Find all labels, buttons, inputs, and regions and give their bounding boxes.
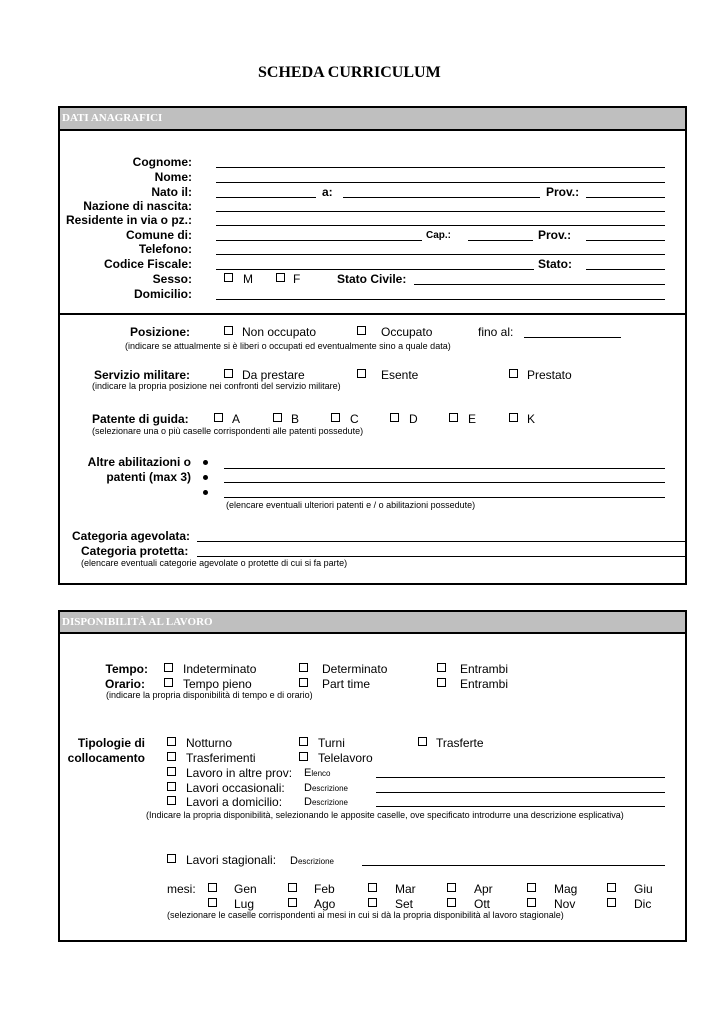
month-giu: Giu [634, 882, 653, 896]
categoria-note: (elencare eventuali categorie agevolate o protette di cui si fa parte) [81, 558, 348, 568]
checkbox-ago[interactable] [288, 898, 297, 907]
nome-field[interactable] [216, 182, 665, 183]
month-set: Set [395, 897, 414, 911]
abilitazioni-label-1: Altre abilitazioni o [87, 455, 191, 469]
descrizione-hint: Descrizione [290, 855, 334, 867]
prov2-field[interactable] [586, 240, 665, 241]
stato-field[interactable] [586, 269, 665, 270]
checkbox-prestato[interactable] [509, 369, 518, 378]
patente-note: (selezionare una o più caselle corrispondenti alle patenti possedute) [92, 426, 364, 436]
patente-b-label: B [291, 412, 300, 426]
notturno-label: Notturno [186, 736, 233, 750]
nato-il-field[interactable] [216, 197, 316, 198]
tipologie-note: (Indicare la propria disponibilità, selezionando le apposite caselle, ove specificato introdurre una descrizione esplicativa) [146, 810, 624, 820]
cognome-label: Cognome: [132, 155, 192, 169]
month-ott: Ott [474, 897, 491, 911]
checkbox-esente[interactable] [357, 369, 366, 378]
luogo-label: a: [322, 185, 333, 199]
checkbox-patente-a[interactable] [214, 413, 223, 422]
nazione-field[interactable] [216, 211, 665, 212]
mesi-label: mesi: [167, 882, 196, 896]
stagionali-field[interactable] [362, 865, 665, 866]
stato-label: Stato: [538, 257, 572, 271]
servizio-label: Servizio militare: [94, 368, 191, 382]
luogo-field[interactable] [343, 197, 540, 198]
altre-prov-label: Lavoro in altre prov: [186, 766, 293, 780]
telefono-label: Telefono: [138, 242, 192, 256]
checkbox-nov[interactable] [527, 898, 536, 907]
fino-al-label: fino al: [478, 325, 514, 339]
patente-e-label: E [468, 412, 477, 426]
checkbox-patente-b[interactable] [273, 413, 282, 422]
trasferimenti-label: Trasferimenti [186, 751, 256, 765]
orario-label: Orario: [104, 677, 145, 691]
abilitazione-field-2[interactable] [224, 482, 665, 483]
occasionali-label: Lavori occasionali: [186, 781, 285, 795]
orario-note: (indicare la propria disponibilità di tempo e di orario) [106, 690, 313, 700]
patente-k-label: K [527, 412, 536, 426]
descrizione-hint: Descrizione [304, 782, 348, 794]
checkbox-altre-prov[interactable] [167, 767, 176, 776]
month-feb: Feb [314, 882, 335, 896]
tempo-entrambi-label: Entrambi [460, 662, 509, 676]
prov-field[interactable] [586, 197, 665, 198]
checkbox-lug[interactable] [208, 898, 217, 907]
telefono-field[interactable] [216, 254, 665, 255]
tipologie-label-2: collocamento [67, 751, 145, 765]
checkbox-part-time[interactable] [299, 678, 308, 687]
categoria-protetta-field[interactable] [197, 556, 685, 557]
residente-label: Residente in via o pz.: [65, 213, 192, 227]
nome-label: Nome: [154, 170, 192, 184]
page-title: SCHEDA CURRICULUM [258, 64, 441, 81]
categoria-agevolata-label: Categoria agevolata: [72, 529, 191, 543]
categoria-protetta-label: Categoria protetta: [81, 544, 189, 558]
occasionali-field[interactable] [376, 792, 665, 793]
codice-fiscale-field[interactable] [216, 269, 534, 270]
section-header-anagrafici: DATI ANAGRAFICI [60, 108, 685, 131]
nato-il-label: Nato il: [151, 185, 192, 199]
residente-field[interactable] [216, 225, 665, 226]
month-gen: Gen [234, 882, 257, 896]
checkbox-notturno[interactable] [167, 737, 176, 746]
part-time-label: Part time [322, 677, 371, 691]
checkbox-occupato[interactable] [357, 326, 366, 335]
abilitazioni-label-2: patenti (max 3) [106, 470, 191, 484]
month-dic: Dic [634, 897, 652, 911]
comune-label: Comune di: [126, 228, 192, 242]
stato-civile-label: Stato Civile: [337, 272, 407, 286]
checkbox-patente-e[interactable] [449, 413, 458, 422]
stagionali-label: Lavori stagionali: [186, 853, 277, 867]
month-mar: Mar [395, 882, 416, 896]
checkbox-feb[interactable] [288, 883, 297, 892]
altre-prov-field[interactable] [376, 777, 665, 778]
servizio-note: (indicare la propria posizione nei confronti del servizio militare) [92, 381, 341, 391]
descrizione-hint: Descrizione [304, 796, 348, 808]
checkbox-tempo-entrambi[interactable] [437, 663, 446, 672]
bullet-icon [203, 460, 208, 465]
turni-label: Turni [318, 736, 345, 750]
prestato-label: Prestato [527, 368, 572, 382]
nazione-label: Nazione di nascita: [83, 199, 192, 213]
checkbox-non-occupato[interactable] [224, 326, 233, 335]
domicilio-lavoro-label: Lavori a domicilio: [186, 795, 283, 809]
checkbox-patente-d[interactable] [390, 413, 399, 422]
elenco-hint: Elenco [304, 767, 331, 779]
bullet-icon [203, 475, 208, 480]
patente-label: Patente di guida: [92, 412, 189, 426]
checkbox-gen[interactable] [208, 883, 217, 892]
checkbox-determinato[interactable] [299, 663, 308, 672]
non-occupato-label: Non occupato [242, 325, 317, 339]
bullet-icon [203, 490, 208, 495]
checkbox-trasferte[interactable] [418, 737, 427, 746]
domicilio-lavoro-field[interactable] [376, 806, 665, 807]
determinato-label: Determinato [322, 662, 388, 676]
checkbox-indeterminato[interactable] [164, 663, 173, 672]
stato-civile-field[interactable] [414, 284, 665, 285]
checkbox-mar[interactable] [368, 883, 377, 892]
codice-fiscale-label: Codice Fiscale: [103, 257, 192, 271]
cap-field[interactable] [468, 240, 533, 241]
checkbox-turni[interactable] [299, 737, 308, 746]
checkbox-set[interactable] [368, 898, 377, 907]
posizione-label: Posizione: [130, 325, 191, 339]
tempo-pieno-label: Tempo pieno [183, 677, 252, 691]
month-ago: Ago [314, 897, 336, 911]
da-prestare-label: Da prestare [242, 368, 305, 382]
orario-entrambi-label: Entrambi [460, 677, 509, 691]
patente-a-label: A [232, 412, 241, 426]
checkbox-patente-k[interactable] [509, 413, 518, 422]
abilitazione-field-1[interactable] [224, 468, 665, 469]
checkbox-occasionali[interactable] [167, 782, 176, 791]
section-header-disponibilita: DISPONIBILITÀ AL LAVORO [60, 612, 685, 634]
domicilio-field[interactable] [216, 299, 665, 300]
checkbox-trasferimenti[interactable] [167, 752, 176, 761]
tipologie-label-1: Tipologie di [77, 736, 145, 750]
cap-label: Cap.: [426, 230, 451, 241]
checkbox-f[interactable] [276, 273, 285, 282]
occupato-label: Occupato [381, 325, 433, 339]
prov-label: Prov.: [546, 185, 580, 199]
checkbox-orario-entrambi[interactable] [437, 678, 446, 687]
month-nov: Nov [554, 897, 576, 911]
checkbox-dic[interactable] [607, 898, 616, 907]
checkbox-domicilio[interactable] [167, 796, 176, 805]
checkbox-ott[interactable] [447, 898, 456, 907]
indeterminato-label: Indeterminato [183, 662, 257, 676]
month-apr: Apr [474, 882, 493, 896]
month-lug: Lug [234, 897, 255, 911]
checkbox-giu[interactable] [607, 883, 616, 892]
abilitazioni-note: (elencare eventuali ulteriori patenti e / o abilitazioni possedute) [226, 500, 476, 510]
month-mag: Mag [554, 882, 578, 896]
checkbox-patente-c[interactable] [331, 413, 340, 422]
checkbox-da-prestare[interactable] [224, 369, 233, 378]
checkbox-telelavoro[interactable] [299, 752, 308, 761]
checkbox-tempo-pieno[interactable] [164, 678, 173, 687]
disponibilita-frame [58, 610, 687, 942]
checkbox-mag[interactable] [527, 883, 536, 892]
fino-al-field[interactable] [524, 337, 621, 338]
sesso-label: Sesso: [152, 272, 192, 286]
trasferte-label: Trasferte [436, 736, 484, 750]
categoria-agevolata-field[interactable] [197, 541, 685, 542]
patente-d-label: D [409, 412, 418, 426]
comune-field[interactable] [216, 240, 422, 241]
patente-c-label: C [350, 412, 359, 426]
checkbox-m[interactable] [224, 273, 233, 282]
tempo-label: Tempo: [105, 662, 148, 676]
telelavoro-label: Telelavoro [318, 751, 373, 765]
abilitazione-field-3[interactable] [224, 497, 665, 498]
esente-label: Esente [381, 368, 419, 382]
posizione-note: (indicare se attualmente si è liberi o occupati ed eventualmente sino a quale data) [125, 341, 451, 351]
domicilio-label: Domicilio: [133, 287, 192, 301]
prov2-label: Prov.: [538, 228, 572, 242]
cognome-field[interactable] [216, 167, 665, 168]
checkbox-apr[interactable] [447, 883, 456, 892]
checkbox-stagionali[interactable] [167, 854, 176, 863]
f-label: F [293, 272, 301, 286]
stagionali-note: (selezionare le caselle corrispondenti ai mesi in cui si dà la propria disponibilità al lavoro stagionale) [167, 910, 564, 920]
divider [60, 313, 685, 315]
m-label: M [243, 272, 253, 286]
